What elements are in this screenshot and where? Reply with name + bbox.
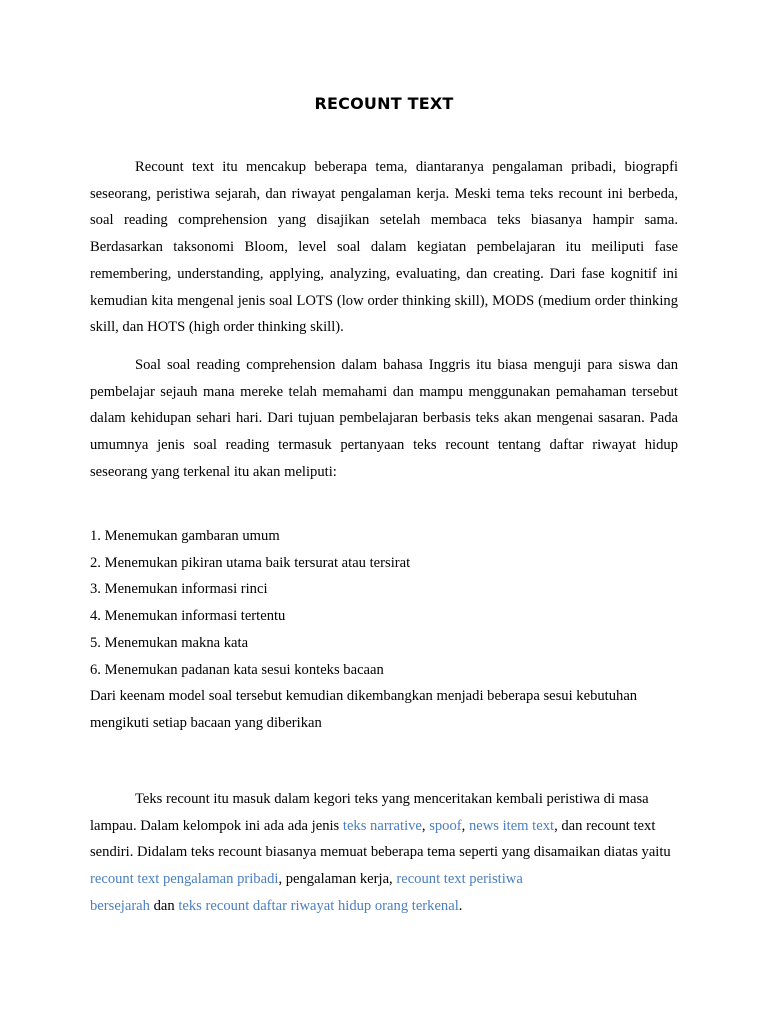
link-daftar-riwayat-hidup[interactable]: teks recount daftar riwayat hidup orang terkenal (178, 897, 459, 914)
document-title: RECOUNT TEXT (314, 94, 454, 113)
list-item: 2. Menemukan pikiran utama baik tersurat atau tersirat (90, 554, 411, 571)
list-item: 3. Menemukan informasi rinci (90, 581, 268, 598)
separator: , (421, 817, 430, 834)
paragraph-3-text: , pengalaman kerja, (278, 871, 397, 888)
list-item: 5. Menemukan makna kata (90, 634, 249, 651)
question-type-list (90, 523, 678, 683)
list-item: 4. Menemukan informasi tertentu (90, 608, 286, 625)
paragraph-3-text: . (458, 897, 463, 914)
paragraph-3-text: Teks recount itu masuk dalam kegori teks yang menceritakan kembali peristiwa di masa lampau. Dalam kelompok ini ada ada jenis (90, 791, 649, 834)
link-recount-bersejarah[interactable]: bersejarah (90, 897, 150, 914)
link-news-item-text[interactable]: news item text (468, 817, 555, 834)
paragraph-3-text: dan (149, 897, 179, 914)
paragraph-1: Recount text itu mencakup beberapa tema, diantaranya pengalaman pribadi, biograpfi seseorang, peristiwa sejarah, dan riwayat pengalaman kerja. Meski tema teks recount ini berbeda, soal reading comprehension yang disajikan setelah membaca teks biasanya hampir sama. Berdasarkan taksonomi Bloom, level soal dalam kegiatan pembelajaran itu meiliputi fase remembering, understanding, applying, analyzing, evaluating, dan creating. Dari fase kognitif ini kemudian kita mengenal jenis soal LOTS (low order thinking skill), MODS (medium order thinking skill, dan HOTS (high order thinking skill). (90, 159, 678, 336)
link-recount-peristiwa[interactable]: recount text peristiwa (396, 871, 523, 888)
list-item: 6. Menemukan padanan kata sesui konteks bacaan (90, 661, 384, 678)
separator: , (461, 817, 469, 834)
link-teks-narrative[interactable]: teks narrative (342, 817, 422, 834)
link-spoof[interactable]: spoof (429, 817, 462, 834)
paragraph-3-text: , dan recount text sendiri. Didalam teks recount biasanya memuat beberapa tema seperti yang disamaikan diatas yaitu (90, 817, 671, 861)
paragraph-3 (90, 786, 678, 920)
list-item: 1. Menemukan gambaran umum (90, 528, 280, 544)
link-recount-pengalaman-pribadi[interactable]: recount text pengalaman pribadi (90, 871, 279, 888)
paragraph-2: Soal soal reading comprehension dalam bahasa Inggris itu biasa menguji para siswa dan pembelajar sejauh mana mereke telah memahami dan mampu menggunakan pemahaman tersebut dalam kehidupan sehari hari. Dari tujuan pembelajaran berbasis teks akan mengenai sasaran. Pada umumnya jenis soal reading termasuk pertanyaan teks recount tentang daftar riwayat hidup seseorang yang terkenal itu akan meliputi: (90, 357, 678, 480)
after-list-text: Dari keenam model soal tersebut kemudian dikembangkan menjadi beberapa sesui kebutuhan mengikuti setiap bacaan yang diberikan (90, 688, 638, 731)
